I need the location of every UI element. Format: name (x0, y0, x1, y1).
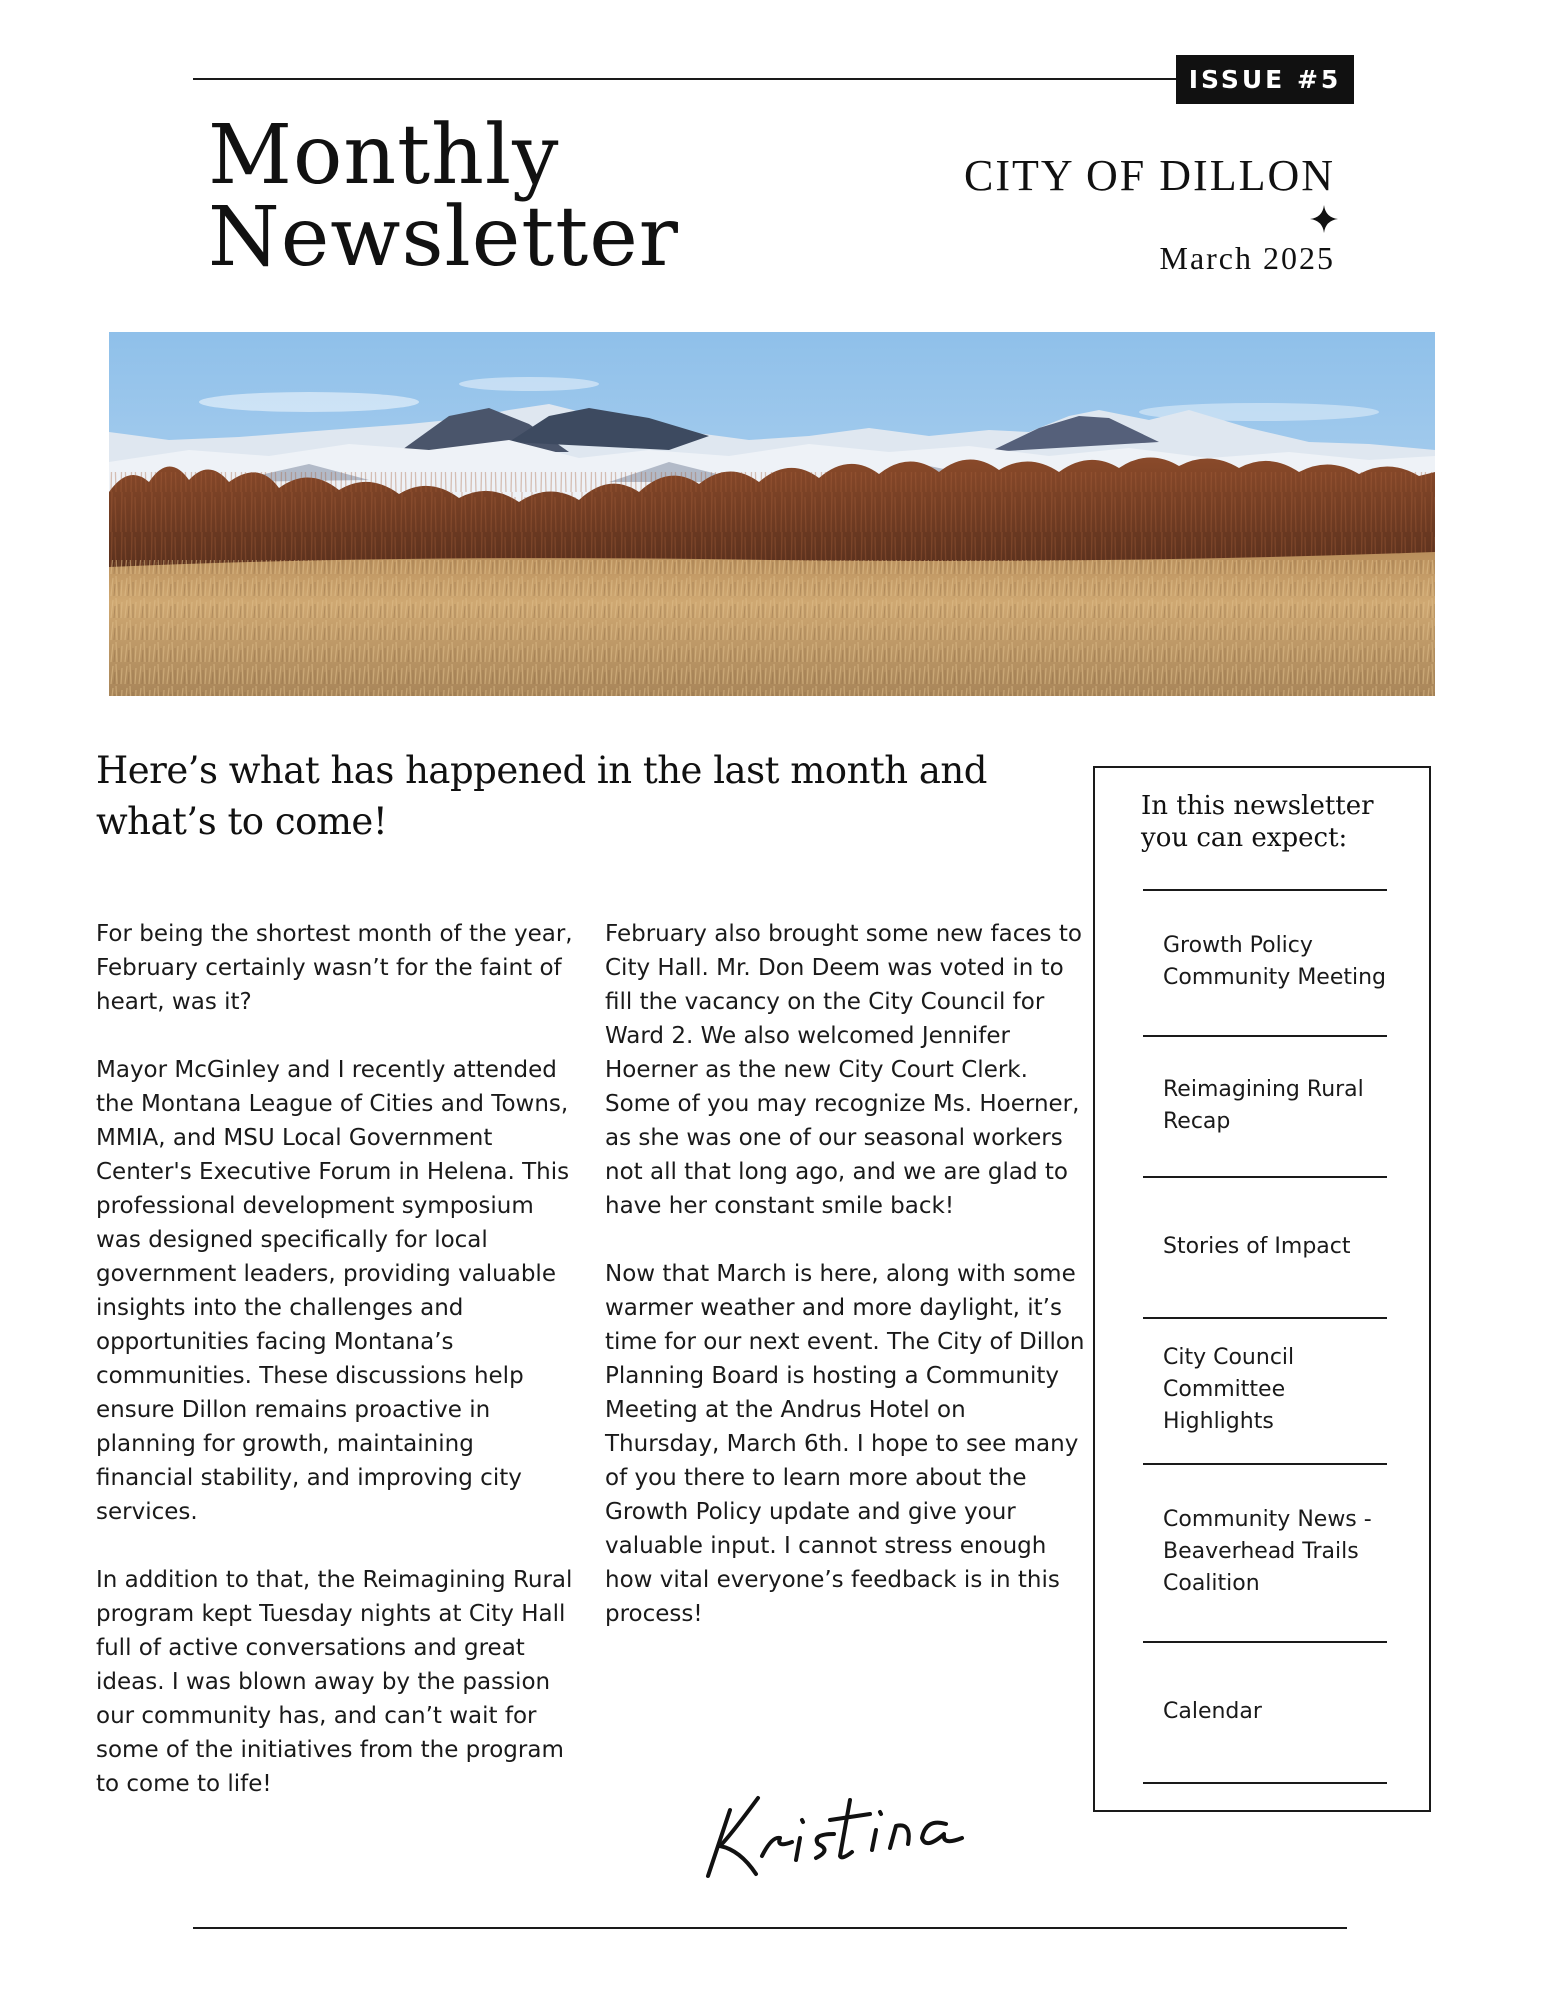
title-line-2: Newsletter (208, 190, 679, 285)
top-divider (193, 78, 1188, 80)
main-headline: Here’s what has happened in the last month and what’s to come! (96, 749, 987, 843)
toc-item[interactable] (1163, 1176, 1388, 1317)
paragraph: Now that March is here, along with some warmer weather and more daylight, it’s time for our next event. The City of Dillon Planning Board is hosting a Community Meeting at the Andrus Hotel on Thursday, March 6th. I hope to see many of you there to learn more about the Growth Policy update and give your valuable input. I cannot stress enough how vital everyone’s feedback is in this process! (605, 1261, 1085, 1627)
toc-heading: In this newsletter you can expect: (1141, 791, 1374, 853)
title-line-1: Monthly (208, 108, 560, 203)
issue-badge: ISSUE #5 (1176, 55, 1354, 104)
issue-date: March 2025 (1159, 240, 1335, 276)
bottom-divider (193, 1927, 1347, 1929)
newsletter-title (208, 108, 828, 285)
city-name: CITY OF DILLON (964, 151, 1335, 200)
paragraph: For being the shortest month of the year, February certainly wasn’t for the faint of heart, was it? (96, 921, 573, 1015)
toc-item[interactable] (1163, 889, 1388, 1035)
toc-item-label: Growth Policy Community Meeting (1163, 933, 1387, 990)
toc-item[interactable] (1163, 1641, 1388, 1782)
paragraph: Mayor McGinley and I recently attended the Montana League of Cities and Towns, MMIA, and MSU Local Government Center's Executive Forum in Helena. This professional development symposium was designed specifically for local government leaders, providing valuable insights into the challenges and opportunities facing Montana’s communities. These discussions help ensure Dillon remains proactive in planning for growth, maintaining financial stability, and improving city services. (96, 1057, 570, 1525)
toc-item[interactable] (1163, 1463, 1388, 1641)
toc-item[interactable] (1163, 1317, 1388, 1463)
hero-landscape-image (109, 332, 1435, 696)
paragraph: In addition to that, the Reimagining Rural program kept Tuesday nights at City Hall full of active conversations and great ideas. I was blown away by the passion our community has, and can’t wait for some of the initiatives from the program to come to life! (96, 1567, 573, 1797)
sparkle-icon (1309, 204, 1339, 234)
toc-item-label: Reimagining Rural Recap (1163, 1076, 1364, 1134)
signature (700, 1738, 980, 1888)
toc-item[interactable] (1163, 1035, 1388, 1176)
toc-item-label: Calendar (1163, 1698, 1262, 1724)
article-column-right (605, 917, 1085, 1665)
toc-divider (1143, 1782, 1387, 1784)
paragraph: February also brought some new faces to City Hall. Mr. Don Deem was voted in to fill the vacancy on the City Council for Ward 2. We also welcomed Jennifer Hoerner as the new City Court Clerk. Some of you may recognize Ms. Hoerner, as she was one of our seasonal workers not all that long ago, and we are glad to have her constant smile back! (605, 921, 1082, 1219)
toc-item-label: Stories of Impact (1163, 1233, 1351, 1259)
article-column-left (96, 917, 576, 1835)
toc-item-label: Community News - Beaverhead Trails Coalition (1163, 1507, 1372, 1596)
toc-item-label: City Council Committee Highlights (1163, 1345, 1295, 1434)
